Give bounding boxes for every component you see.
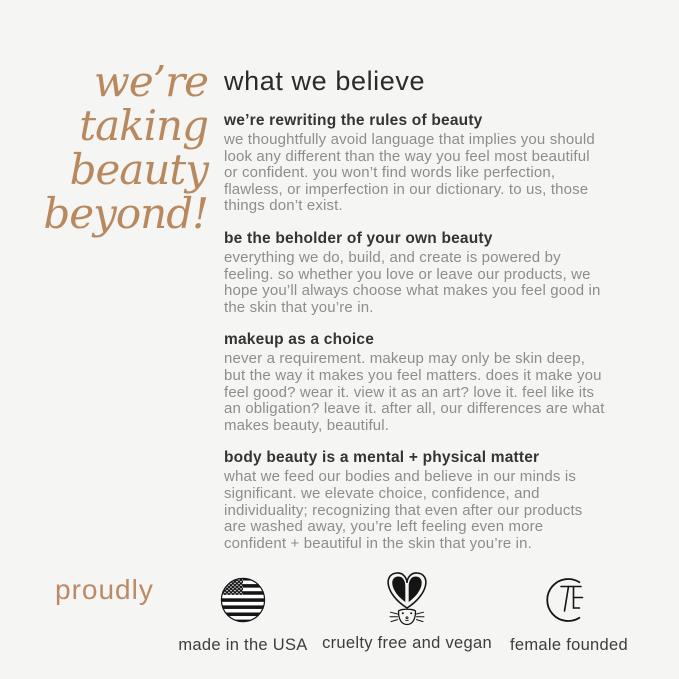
cruelty-free-bunny-icon <box>381 566 433 630</box>
section-body: we thoughtfully avoid language that implies you should look any different than the way you feel most beautiful or confident. you won’t find words like perfection, flawless, or imperfection in our dictionary. to us, those things don’t exist. <box>224 131 595 215</box>
section-heading: body beauty is a mental + physical matter <box>224 449 540 467</box>
badge-label: female founded <box>510 636 628 654</box>
belief-section-rewriting-rules <box>224 112 606 215</box>
brand-tagline <box>26 57 208 238</box>
belief-section-body-beauty <box>224 449 606 552</box>
tagline-line: beauty <box>69 145 208 194</box>
proudly-label: proudly <box>55 574 154 605</box>
what-we-believe-panel <box>224 66 606 552</box>
badge-made-in-usa <box>166 568 320 655</box>
badge-label: cruelty free and vegan <box>322 634 492 652</box>
belief-section-makeup-choice <box>224 331 606 434</box>
belief-section-beholder <box>224 230 606 316</box>
female-founded-icon <box>544 568 594 632</box>
section-heading: we’re rewriting the rules of beauty <box>224 112 483 129</box>
section-heading: be the beholder of your own beauty <box>224 229 493 247</box>
usa-flag-icon <box>220 568 266 632</box>
section-body: never a requirement. makeup may only be skin deep, but the way it makes you feel matters. does it make you feel good? wear it. view it as an art? love it. feel like its an obligation? leave it. after all, our differences are what makes beauty, beautiful. <box>224 350 605 434</box>
tagline-line: taking <box>79 101 208 150</box>
section-body: everything we do, build, and create is powered by feeling. so whether you love or leave our products, we hope you’ll always choose what makes you feel good in the skin that you’re in. <box>224 248 601 316</box>
section-heading: makeup as a choice <box>224 331 375 349</box>
badge-female-founded <box>494 568 644 655</box>
section-body: what we feed our bodies and believe in our minds is significant. we elevate choice, confidence, and individuality; recognizing that even after our products are washed away, you’re left feeling even more confident + beautiful in the skin that you’re in. <box>224 468 583 552</box>
page-title: what we believe <box>224 66 426 96</box>
badge-cruelty-free <box>320 566 494 653</box>
badge-label: made in the USA <box>178 636 308 654</box>
tagline-line: beyond! <box>43 189 208 238</box>
tagline-line: we’re <box>93 57 208 106</box>
